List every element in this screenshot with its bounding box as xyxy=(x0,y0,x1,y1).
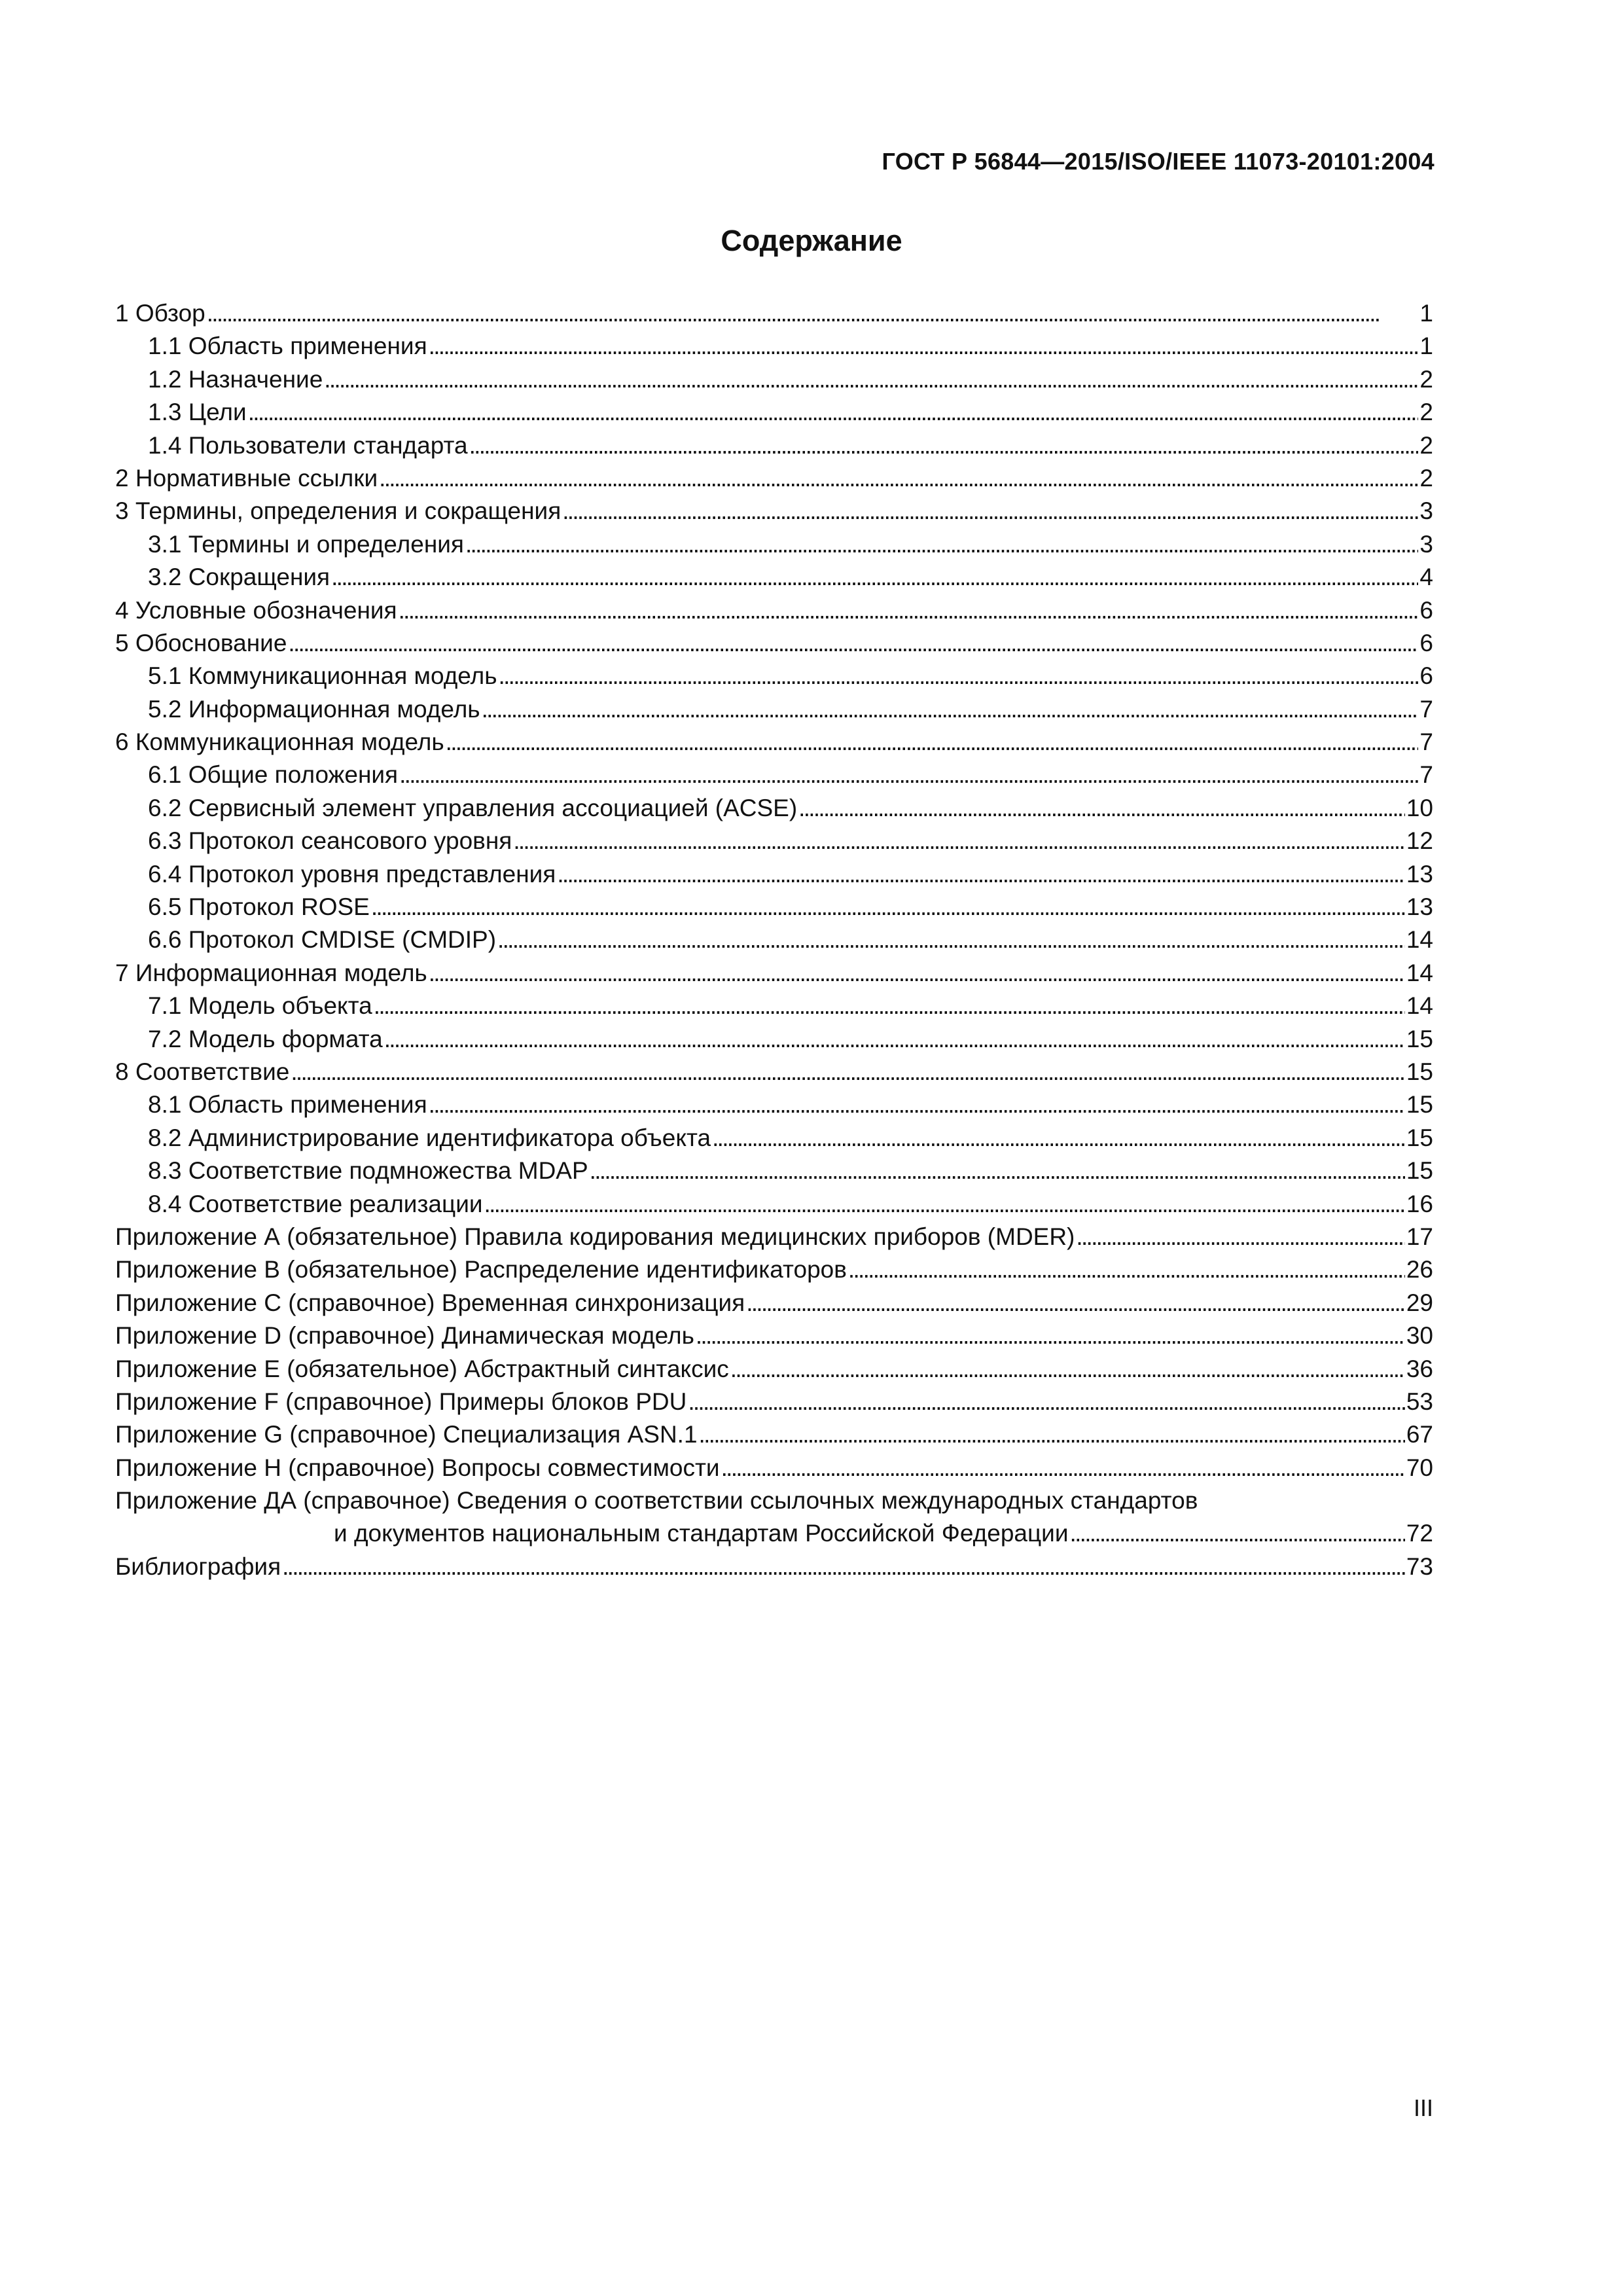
toc-entry-label: 3.2 Сокращения xyxy=(148,564,330,591)
toc-entry-label: Приложение В (обязательное) Распределение идентификаторов xyxy=(115,1256,847,1283)
toc-entry-label: 1.4 Пользователи стандарта xyxy=(148,431,468,459)
toc-entry[interactable] xyxy=(115,1221,1433,1253)
toc-leader-dots xyxy=(248,396,1419,429)
toc-entry-label: 7.2 Модель формата xyxy=(148,1025,383,1052)
toc-entry-page: 2 xyxy=(1419,431,1433,459)
toc-leader-dots xyxy=(429,1088,1405,1121)
toc-entry-label: Приложение F (справочное) Примеры блоков PDU xyxy=(115,1388,687,1415)
toc-entry-page: 53 xyxy=(1406,1388,1433,1415)
toc-entry-page: 17 xyxy=(1406,1223,1433,1250)
toc-entry-label: 8.4 Соответствие реализации xyxy=(148,1190,483,1217)
toc-entry-page: 7 xyxy=(1419,695,1433,723)
toc-leader-dots xyxy=(484,1188,1405,1221)
toc-entry[interactable] xyxy=(115,396,1433,429)
toc-entry-page: 2 xyxy=(1419,399,1433,426)
toc-entry[interactable] xyxy=(115,759,1433,791)
toc-entry-label: 6.4 Протокол уровня представления xyxy=(148,860,556,888)
toc-entry-bibliography[interactable] xyxy=(115,1551,1433,1583)
toc-entry-label: 3.1 Термины и определения xyxy=(148,530,464,558)
toc-leader-dots xyxy=(374,990,1405,1022)
toc-entry[interactable] xyxy=(115,429,1433,462)
toc-leader-dots xyxy=(699,1418,1405,1451)
toc-entries xyxy=(115,297,1433,1484)
toc-entry[interactable] xyxy=(115,1418,1433,1451)
toc-leader-dots xyxy=(746,1287,1405,1319)
toc-entry[interactable] xyxy=(115,792,1433,825)
toc-entry-page: 16 xyxy=(1406,1190,1433,1217)
toc-leader-dots xyxy=(429,330,1419,363)
toc-entry-annex-da-line2[interactable] xyxy=(115,1517,1433,1550)
toc-leader-dots xyxy=(288,627,1418,660)
toc-entry-label: 3 Термины, определения и сокращения xyxy=(115,497,562,525)
toc-entry[interactable] xyxy=(115,1056,1433,1088)
toc-entry-label: 8 Соответствие xyxy=(115,1058,290,1085)
toc-entry[interactable] xyxy=(115,693,1433,726)
toc-entry-label: 8.2 Администрирование идентификатора объекта xyxy=(148,1124,711,1151)
toc-entry[interactable] xyxy=(115,462,1433,495)
toc-leader-dots xyxy=(291,1056,1405,1088)
toc-leader-dots xyxy=(482,693,1419,726)
toc-leader-dots xyxy=(557,858,1405,891)
toc-entry-page: 2 xyxy=(1419,464,1433,492)
toc-entry[interactable] xyxy=(115,1023,1433,1056)
toc-entry-page: 26 xyxy=(1406,1256,1433,1283)
toc-entry-label: Приложение Е (обязательное) Абстрактный синтаксис xyxy=(115,1355,729,1382)
toc-entry[interactable] xyxy=(115,1122,1433,1155)
toc-entry-page: 6 xyxy=(1419,629,1433,656)
toc-leader-dots xyxy=(499,660,1419,692)
toc-entry[interactable] xyxy=(115,1287,1433,1319)
toc-entry-label: 6.6 Протокол CMDISE (CMDIP) xyxy=(148,926,497,954)
toc-entry-label: Приложение А (обязательное) Правила кодирования медицинских приборов (MDER) xyxy=(115,1223,1075,1250)
toc-entry[interactable] xyxy=(115,1353,1433,1386)
toc-entry[interactable] xyxy=(115,726,1433,759)
toc-entry-label: Приложение Н (справочное) Вопросы совместимости xyxy=(115,1454,720,1481)
toc-leader-dots xyxy=(712,1122,1405,1155)
toc-entry-label: 1.2 Назначение xyxy=(148,365,323,393)
toc-entry-label: Приложение С (справочное) Временная синхронизация xyxy=(115,1289,745,1316)
toc-entry-label: 7.1 Модель объекта xyxy=(148,992,372,1020)
toc-leader-dots xyxy=(513,825,1405,857)
toc-entry-page: 14 xyxy=(1406,926,1433,954)
toc-entry-page: 7 xyxy=(1419,761,1433,789)
toc-entry-label: Приложение G (справочное) Специализация ASN.1 xyxy=(115,1421,698,1448)
toc-entry-label: 6.5 Протокол ROSE xyxy=(148,893,370,921)
toc-entry-label: 6 Коммуникационная модель xyxy=(115,728,444,756)
toc-entry-page: 3 xyxy=(1419,497,1433,525)
toc-leader-dots xyxy=(384,1023,1405,1056)
toc-entry[interactable] xyxy=(115,1452,1433,1484)
toc-leader-dots xyxy=(848,1253,1405,1286)
toc-entry-page: 14 xyxy=(1406,992,1433,1020)
toc-entry-label: 5 Обоснование xyxy=(115,629,287,656)
toc-entry-label: 1 Обзор xyxy=(115,300,205,327)
toc-entry[interactable] xyxy=(115,561,1433,594)
toc-entry-page: 67 xyxy=(1406,1421,1433,1448)
toc-entry-page: 15 xyxy=(1406,1025,1433,1052)
toc-leader-dots xyxy=(721,1452,1405,1484)
toc-entry-page: 6 xyxy=(1419,596,1433,624)
toc-entry-page: 70 xyxy=(1406,1454,1433,1481)
toc-entry-page: 15 xyxy=(1406,1091,1433,1119)
table-of-contents xyxy=(115,297,1433,1583)
toc-entry[interactable] xyxy=(115,330,1433,363)
toc-entry-page: 13 xyxy=(1406,860,1433,888)
toc-entry[interactable] xyxy=(115,924,1433,956)
toc-entry-label: 6.3 Протокол сеансового уровня xyxy=(148,827,512,855)
toc-entry[interactable] xyxy=(115,1253,1433,1286)
toc-entry-page: 14 xyxy=(1406,959,1433,986)
toc-entry-page: 1 xyxy=(1419,332,1433,360)
toc-entry-label: 6.2 Сервисный элемент управления ассоциацией (ACSE) xyxy=(148,794,798,821)
toc-leader-dots xyxy=(331,561,1418,594)
toc-entry-label: и документов национальным стандартам Российской Федерации xyxy=(334,1520,1069,1547)
toc-leader-dots xyxy=(324,363,1418,396)
toc-entry-page: 15 xyxy=(1406,1058,1433,1085)
toc-leader-dots xyxy=(730,1353,1405,1386)
toc-leader-dots xyxy=(399,594,1419,627)
toc-entry[interactable] xyxy=(115,1386,1433,1418)
toc-entry[interactable] xyxy=(115,1155,1433,1187)
toc-entry-page: 13 xyxy=(1406,893,1433,921)
toc-entry[interactable] xyxy=(115,1188,1433,1221)
toc-entry-label: 7 Информационная модель xyxy=(115,959,427,986)
toc-leader-dots xyxy=(562,495,1418,528)
toc-entry[interactable] xyxy=(115,957,1433,990)
toc-entry[interactable] xyxy=(115,891,1433,924)
toc-leader-dots xyxy=(688,1386,1405,1418)
toc-leader-dots xyxy=(371,891,1405,924)
toc-entry-annex-da-line1[interactable]: Приложение ДА (справочное) Сведения о соответствии ссылочных международных стандартов xyxy=(115,1487,1198,1515)
toc-entry[interactable] xyxy=(115,660,1433,692)
toc-entry-page: 30 xyxy=(1406,1322,1433,1350)
toc-leader-dots xyxy=(590,1155,1405,1187)
toc-leader-dots xyxy=(497,924,1405,956)
toc-entry[interactable] xyxy=(115,627,1433,660)
toc-entry-label: 8.3 Соответствие подмножества MDAP xyxy=(148,1157,588,1185)
toc-leader-dots xyxy=(282,1551,1405,1583)
toc-entry[interactable] xyxy=(115,528,1433,561)
toc-entry-label: 1.3 Цели xyxy=(148,399,247,426)
toc-entry[interactable] xyxy=(115,363,1433,396)
toc-entry-page: 10 xyxy=(1406,794,1433,821)
toc-leader-dots xyxy=(429,957,1405,990)
toc-leader-dots xyxy=(379,462,1418,495)
toc-entry-label: 5.2 Информационная модель xyxy=(148,695,480,723)
document-code: ГОСТ Р 56844—2015/ISO/IEEE 11073-20101:2004 xyxy=(882,148,1435,175)
toc-entry-label: 2 Нормативные ссылки xyxy=(115,464,378,492)
page-number: III xyxy=(1413,2094,1433,2121)
toc-leader-dots xyxy=(798,792,1405,825)
toc-entry[interactable] xyxy=(115,825,1433,857)
toc-entry[interactable] xyxy=(115,858,1433,891)
toc-entry-page: 15 xyxy=(1406,1157,1433,1185)
toc-leader-dots xyxy=(446,726,1419,759)
toc-leader-dots xyxy=(465,528,1418,561)
toc-leader-dots xyxy=(696,1319,1405,1352)
toc-entry[interactable] xyxy=(115,297,1433,330)
toc-title: Содержание xyxy=(721,224,902,257)
toc-entry-page: 72 xyxy=(1406,1520,1433,1547)
toc-entry-page: 73 xyxy=(1406,1552,1433,1580)
toc-entry-label: 1.1 Область применения xyxy=(148,332,427,360)
toc-leader-dots xyxy=(1076,1221,1404,1253)
toc-leader-dots xyxy=(1070,1517,1405,1550)
toc-entry-page: 7 xyxy=(1419,728,1433,756)
toc-leader-dots xyxy=(207,297,1419,330)
toc-entry-page: 2 xyxy=(1419,365,1433,393)
toc-entry-label: Приложение D (справочное) Динамическая модель xyxy=(115,1322,694,1350)
toc-entry[interactable] xyxy=(115,594,1433,627)
toc-entry-page: 4 xyxy=(1419,564,1433,591)
toc-entry-page: 3 xyxy=(1419,530,1433,558)
toc-entry[interactable] xyxy=(115,495,1433,528)
toc-entry[interactable] xyxy=(115,1319,1433,1352)
toc-entry-label: 5.1 Коммуникационная модель xyxy=(148,662,497,690)
toc-entry-page: 6 xyxy=(1419,662,1433,690)
toc-entry-label: 4 Условные обозначения xyxy=(115,596,397,624)
toc-leader-dots xyxy=(399,759,1418,791)
toc-entry-page: 15 xyxy=(1406,1124,1433,1151)
toc-leader-dots xyxy=(469,429,1419,462)
toc-entry-page: 29 xyxy=(1406,1289,1433,1316)
toc-entry-label: 8.1 Область применения xyxy=(148,1091,427,1119)
toc-entry-label: 6.1 Общие положения xyxy=(148,761,399,789)
toc-entry-page: 36 xyxy=(1406,1355,1433,1382)
toc-entry-page: 1 xyxy=(1419,300,1433,327)
toc-entry-label: Библиография xyxy=(115,1552,281,1580)
toc-entry-page: 12 xyxy=(1406,827,1433,855)
toc-entry[interactable] xyxy=(115,990,1433,1022)
toc-entry[interactable] xyxy=(115,1088,1433,1121)
